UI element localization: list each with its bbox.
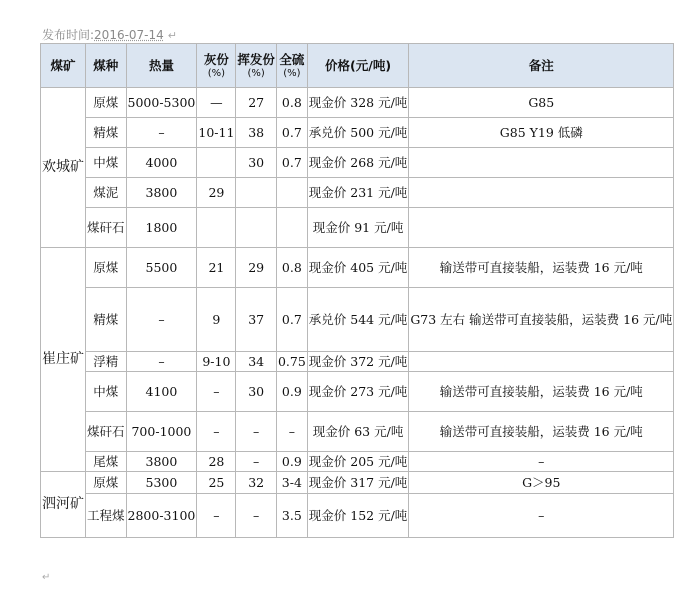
cell-volatile: 29 — [236, 248, 277, 288]
cell-ash: 9 — [197, 288, 236, 352]
paragraph-mark-icon: ↵ — [167, 29, 178, 42]
cell-ash: 10-11 — [197, 118, 236, 148]
mine-name — [41, 472, 86, 538]
coal-price-table — [40, 43, 674, 538]
cell-type: 原煤 — [86, 248, 127, 288]
header-price: 价格(元/吨) — [307, 44, 409, 88]
cell-ash: 21 — [197, 248, 236, 288]
cell-sulfur: 0.9 — [276, 452, 307, 472]
cell-volatile — [236, 178, 277, 208]
cell-heat: – — [126, 352, 197, 372]
cell-note — [409, 148, 674, 178]
cell-note: 输送带可直接装船，运装费 16 元/吨 — [409, 372, 674, 412]
table-row — [41, 178, 674, 208]
cell-type: 原煤 — [86, 88, 127, 118]
cell-note: 输送带可直接装船，运装费 16 元/吨 — [409, 248, 674, 288]
cell-heat: 3800 — [126, 452, 197, 472]
cell-ash — [197, 208, 236, 248]
cell-ash: – — [197, 372, 236, 412]
cell-note: – — [409, 494, 674, 538]
cell-type: 浮精 — [86, 352, 127, 372]
cell-price: 现金价 372 元/吨 — [307, 352, 409, 372]
cell-price: 现金价 268 元/吨 — [307, 148, 409, 178]
header-mine: 煤矿 — [41, 44, 86, 88]
cell-sulfur: 0.7 — [276, 118, 307, 148]
cell-heat: 3800 — [126, 178, 197, 208]
cell-price: 现金价 328 元/吨 — [307, 88, 409, 118]
cell-volatile: 38 — [236, 118, 277, 148]
cell-sulfur — [276, 178, 307, 208]
cell-price: 现金价 91 元/吨 — [307, 208, 409, 248]
cell-heat: 4000 — [126, 148, 197, 178]
cell-type: 精煤 — [86, 288, 127, 352]
cell-note: – — [409, 452, 674, 472]
table-row — [41, 472, 674, 494]
cell-ash: 25 — [197, 472, 236, 494]
cell-price: 现金价 152 元/吨 — [307, 494, 409, 538]
table-row — [41, 208, 674, 248]
cell-heat: – — [126, 288, 197, 352]
cell-price: 现金价 405 元/吨 — [307, 248, 409, 288]
cell-sulfur: 0.9 — [276, 372, 307, 412]
cell-price: 现金价 273 元/吨 — [307, 372, 409, 412]
cell-sulfur — [276, 208, 307, 248]
cell-ash: 29 — [197, 178, 236, 208]
cell-heat: 1800 — [126, 208, 197, 248]
publish-date — [42, 26, 177, 43]
cell-price: 承兑价 544 元/吨 — [307, 288, 409, 352]
cell-price: 现金价 63 元/吨 — [307, 412, 409, 452]
table-row — [41, 412, 674, 452]
cell-type: 尾煤 — [86, 452, 127, 472]
cell-volatile: 30 — [236, 148, 277, 178]
cell-price: 承兑价 500 元/吨 — [307, 118, 409, 148]
paragraph-mark-icon: ↵ — [42, 572, 51, 583]
cell-sulfur: 0.75 — [276, 352, 307, 372]
cell-heat: 2800-3100 — [126, 494, 197, 538]
mine-name-text: 欢城矿 — [42, 159, 84, 175]
mine-name — [41, 88, 86, 248]
cell-heat: – — [126, 118, 197, 148]
cell-note: 输送带可直接装船，运装费 16 元/吨 — [409, 412, 674, 452]
header-coal-type: 煤种 — [86, 44, 127, 88]
cell-heat: 700-1000 — [126, 412, 197, 452]
mine-name-text: 崔庄矿 — [42, 351, 84, 367]
table-row — [41, 88, 674, 118]
header-ash-unit: (%) — [207, 68, 226, 79]
cell-volatile: 30 — [236, 372, 277, 412]
publish-date-value: 2016-07-14 — [94, 28, 164, 42]
cell-price: 现金价 231 元/吨 — [307, 178, 409, 208]
cell-ash: 9-10 — [197, 352, 236, 372]
header-volatile-unit: (%) — [247, 68, 265, 79]
cell-heat: 5300 — [126, 472, 197, 494]
header-sulfur-unit: (%) — [283, 68, 301, 79]
cell-type: 煤矸石 — [86, 412, 127, 452]
publish-date-label: 发布时间: — [42, 28, 95, 42]
cell-note: G85 — [409, 88, 674, 118]
cell-note: G73 左右 输送带可直接装船，运装费 16 元/吨 — [409, 288, 674, 352]
header-sulfur — [276, 44, 307, 88]
cell-price: 现金价 205 元/吨 — [307, 452, 409, 472]
cell-note: G＞95 — [409, 472, 674, 494]
cell-ash — [197, 148, 236, 178]
cell-ash: – — [197, 494, 236, 538]
cell-volatile: – — [236, 412, 277, 452]
cell-volatile: 37 — [236, 288, 277, 352]
table-row — [41, 452, 674, 472]
cell-type: 煤泥 — [86, 178, 127, 208]
header-sulfur-label: 全硫 — [279, 52, 305, 67]
cell-note: G85 Y19 低磷 — [409, 118, 674, 148]
cell-type: 原煤 — [86, 472, 127, 494]
cell-sulfur: 0.7 — [276, 148, 307, 178]
cell-ash: — — [197, 88, 236, 118]
header-heat: 热量 — [126, 44, 197, 88]
cell-volatile: – — [236, 494, 277, 538]
mine-name — [41, 248, 86, 472]
cell-price: 现金价 317 元/吨 — [307, 472, 409, 494]
table-row — [41, 118, 674, 148]
header-ash-label: 灰份 — [203, 52, 229, 67]
table-row — [41, 352, 674, 372]
cell-note — [409, 178, 674, 208]
cell-heat: 5500 — [126, 248, 197, 288]
table-row — [41, 248, 674, 288]
cell-ash: – — [197, 412, 236, 452]
table-row — [41, 288, 674, 352]
cell-type: 工程煤 — [86, 494, 127, 538]
cell-sulfur: 0.8 — [276, 88, 307, 118]
cell-sulfur: – — [276, 412, 307, 452]
cell-type: 精煤 — [86, 118, 127, 148]
cell-type: 中煤 — [86, 372, 127, 412]
cell-ash: 28 — [197, 452, 236, 472]
header-volatile-label: 挥发份 — [237, 52, 275, 67]
cell-sulfur: 3.5 — [276, 494, 307, 538]
cell-sulfur: 0.8 — [276, 248, 307, 288]
table-row — [41, 148, 674, 178]
header-ash — [197, 44, 236, 88]
cell-volatile: 32 — [236, 472, 277, 494]
cell-note — [409, 352, 674, 372]
mine-name-text: 泗河矿 — [42, 496, 84, 512]
cell-sulfur: 3-4 — [276, 472, 307, 494]
table-header-row — [41, 44, 674, 88]
table-row — [41, 494, 674, 538]
cell-sulfur: 0.7 — [276, 288, 307, 352]
cell-type: 中煤 — [86, 148, 127, 178]
cell-type: 煤矸石 — [86, 208, 127, 248]
cell-heat: 5000-5300 — [126, 88, 197, 118]
cell-note — [409, 208, 674, 248]
cell-volatile: 27 — [236, 88, 277, 118]
cell-volatile: 34 — [236, 352, 277, 372]
header-volatile — [236, 44, 277, 88]
cell-volatile — [236, 208, 277, 248]
header-note: 备注 — [409, 44, 674, 88]
cell-heat: 4100 — [126, 372, 197, 412]
cell-volatile: – — [236, 452, 277, 472]
table-row — [41, 372, 674, 412]
